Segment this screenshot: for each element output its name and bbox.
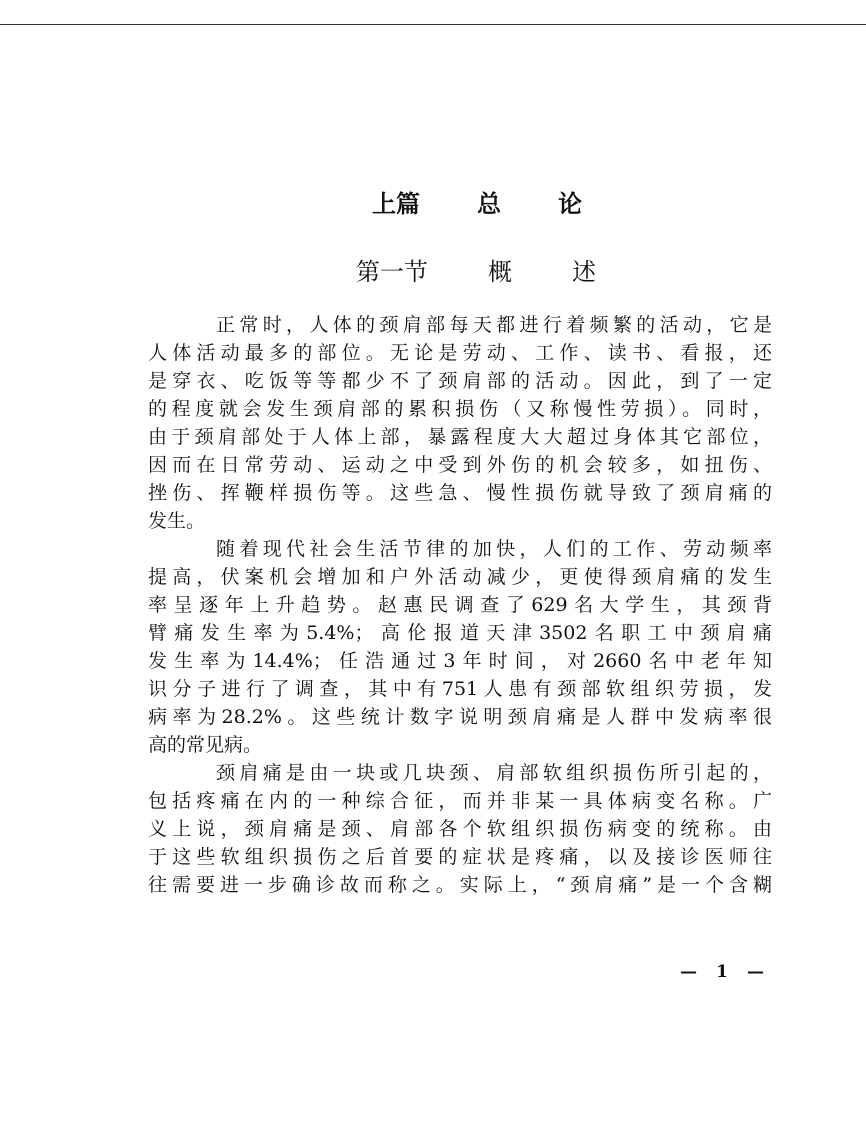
paragraph-line: 往需要进一步确诊故而称之。实际上，“颈肩痛”是一个含糊: [148, 874, 772, 896]
paragraph-line: 挫伤、挥鞭样损伤等。这些急、慢性损伤就导致了颈肩痛的: [148, 482, 772, 504]
paragraph-line: 发生。: [148, 510, 206, 532]
paragraph-line: 识分子进行了调查，其中有751人患有颈部软组织劳损，发: [148, 678, 772, 700]
section-title-word1: 概: [488, 258, 512, 286]
paragraph-line: 高的常见病。: [148, 734, 263, 756]
paragraph-line: 颈肩痛是由一块或几块颈、肩部软组织损伤所引起的，: [216, 762, 772, 784]
paragraph-line: 包括疼痛在内的一种综合征，而并非某一具体病变名称。广: [148, 790, 772, 812]
paragraph-line: 的程度就会发生颈肩部的累积损伤（又称慢性劳损）。同时，: [148, 398, 772, 420]
page-number-value: 1: [716, 962, 728, 982]
section-title: [356, 252, 596, 287]
section-title-label: 第一节: [356, 258, 428, 286]
part-title-word2: 论: [558, 189, 582, 218]
paragraph-line: 于这些软组织损伤之后首要的症状是疼痛，以及接诊医师往: [148, 846, 772, 868]
paragraph-line: 是穿衣、吃饭等等都少不了颈肩部的活动。因此，到了一定: [148, 370, 772, 392]
paragraph-line: 提高，伏案机会增加和户外活动减少，更使得颈肩痛的发生: [148, 566, 772, 588]
paragraph-line: 发生率为14.4%；任浩通过3年时间，对2660名中老年知: [148, 650, 772, 672]
paragraph-line: 由于颈肩部处于人体上部，暴露程度大大超过身体其它部位，: [148, 426, 772, 448]
paragraph-line: 人体活动最多的部位。无论是劳动、工作、读书、看报，还: [148, 342, 772, 364]
page-number: [680, 962, 764, 982]
page-number-dash: —: [747, 962, 764, 982]
part-title-word1: 总: [477, 189, 501, 218]
header-rule: [0, 24, 866, 25]
paragraph-line: 率呈逐年上升趋势。赵惠民调查了629名大学生，其颈背: [148, 594, 772, 616]
paragraph-line: 义上说，颈肩痛是颈、肩部各个软组织损伤病变的统称。由: [148, 818, 772, 840]
paragraph-line: 随着现代社会生活节律的加快，人们的工作、劳动频率: [216, 538, 772, 560]
part-title: [372, 184, 582, 219]
paragraph-line: 病率为28.2%。这些统计数字说明颈肩痛是人群中发病率很: [148, 706, 772, 728]
paragraph-line: 因而在日常劳动、运动之中受到外伤的机会较多，如扭伤、: [148, 454, 772, 476]
section-title-word2: 述: [572, 258, 596, 286]
page-number-dash: —: [680, 962, 697, 982]
paragraph-line: 正常时，人体的颈肩部每天都进行着频繁的活动，它是: [216, 314, 772, 336]
part-title-label: 上篇: [372, 189, 420, 218]
paragraph-line: 臂痛发生率为5.4%；高伦报道天津3502名职工中颈肩痛: [148, 622, 772, 644]
body-text: [148, 311, 772, 899]
